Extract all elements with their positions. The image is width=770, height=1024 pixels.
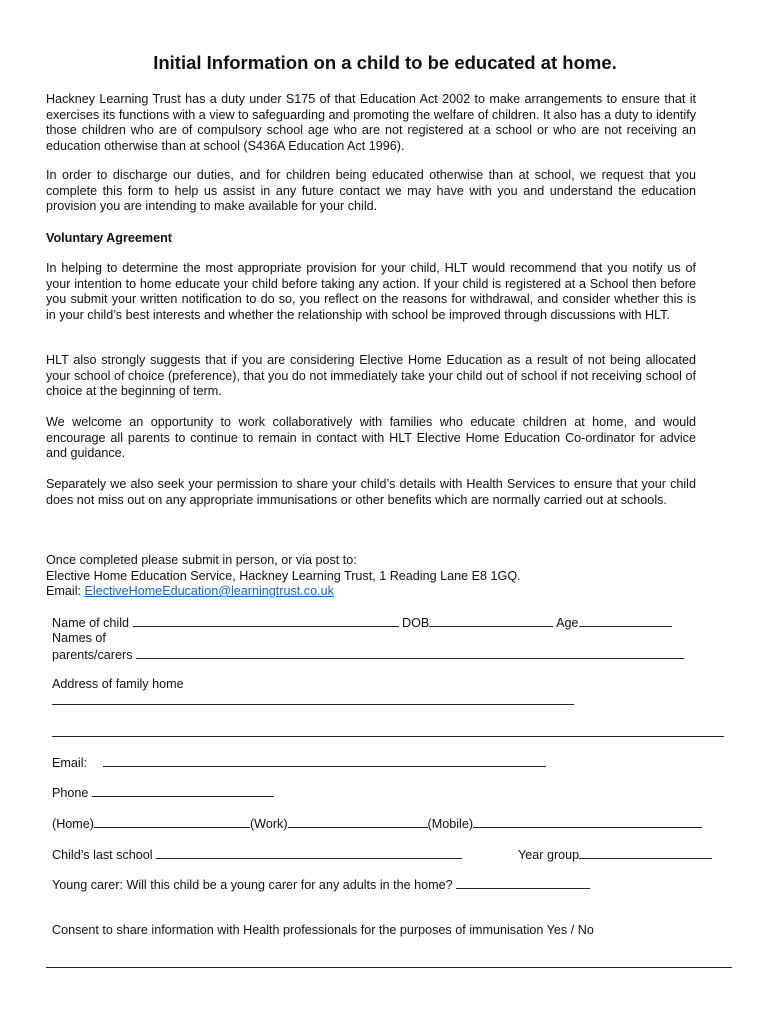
mobile-label: (Mobile): [427, 817, 474, 831]
home-label: (Home): [52, 817, 94, 831]
email-link[interactable]: ElectiveHomeEducation@learningtrust.co.uk: [84, 584, 334, 598]
paragraph-collaborate: We welcome an opportunity to work collaboratively with families who educate children at home, and would encourage all parents to continue to remain in contact with HLT Elective Home Education Co-ordinator for advice and guidance.: [46, 415, 696, 460]
bottom-divider: [46, 967, 732, 968]
dob-field[interactable]: [429, 615, 553, 627]
name-row: [52, 615, 672, 632]
young-carer-field[interactable]: [456, 877, 590, 889]
last-school-row: [52, 847, 462, 864]
year-group-field[interactable]: [579, 847, 712, 859]
email-field[interactable]: [103, 755, 546, 767]
home-phone-field[interactable]: [94, 816, 250, 828]
dob-label: DOB: [402, 616, 430, 630]
submit-instructions: Once completed please submit in person, or via post to:: [46, 553, 357, 567]
submit-address: Elective Home Education Service, Hackney Learning Trust, 1 Reading Lane E8 1GQ.: [46, 569, 521, 583]
phone-field[interactable]: [92, 785, 274, 797]
last-school-label: Child’s last school: [52, 848, 153, 862]
phone-label: Phone: [52, 786, 89, 800]
mobile-phone-field[interactable]: [473, 816, 702, 828]
submit-email-label: Email:: [46, 584, 85, 598]
names-of-label: Names of: [52, 631, 106, 645]
young-carer-row: [52, 877, 590, 894]
age-label: Age: [556, 616, 579, 630]
name-of-child-label: Name of child: [52, 616, 129, 630]
work-label: (Work): [249, 817, 288, 831]
phone-row: [52, 785, 274, 802]
address-label: Address of family home: [52, 677, 184, 691]
work-phone-field[interactable]: [288, 816, 428, 828]
email-row: [52, 755, 546, 772]
paragraph-school-choice: HLT also strongly suggests that if you are considering Elective Home Education as a result of not being allocated your school of choice (preference), that you do not immediately take your child out of school if not receiving school of choice at the beginning of term.: [46, 353, 696, 398]
parents-carers-label: parents/carers: [52, 648, 133, 662]
paragraph-duties: Hackney Learning Trust has a duty under S175 of that Education Act 2002 to make arrangements to ensure that it exercises its functions with a view to safeguarding and promoting the welfare of children. It also has a duty to identify those children who are of compulsory school age who are not registered at a school or who are not receiving an education otherwise than at school (S436A Education Act 1996).: [46, 92, 696, 153]
year-group-label: Year group: [518, 848, 580, 862]
paragraph-health-services: Separately we also seek your permission to share your child’s details with Health Services to ensure that your child does not miss out on any appropriate immunisations or other benefits which are normally carried out at schools.: [46, 477, 696, 507]
page-title: Initial Information on a child to be educated at home.: [153, 52, 617, 73]
voluntary-agreement-heading: Voluntary Agreement: [46, 231, 172, 245]
parents-carers-field[interactable]: [136, 647, 684, 659]
parents-row: [52, 647, 684, 664]
consent-label: Consent to share information with Health professionals for the purposes of immunisation Yes / No: [52, 923, 594, 937]
year-group-row: [518, 847, 712, 864]
name-of-child-field[interactable]: [133, 615, 399, 627]
paragraph-notify: In helping to determine the most appropriate provision for your child, HLT would recommend that you notify us of your intention to home educate your child before taking any action. If your child is registered at a School then before you submit your written notification to do so, you reflect on the reasons for withdrawal, and consider whether this is in your child’s best interests and whether the relationship with school be improved through discussions with HLT.: [46, 261, 696, 322]
address-field-line-2[interactable]: [52, 736, 724, 737]
last-school-field[interactable]: [156, 847, 462, 859]
young-carer-label: Young carer: Will this child be a young carer for any adults in the home?: [52, 878, 453, 892]
age-field[interactable]: [579, 615, 672, 627]
address-field-line-1[interactable]: [52, 704, 574, 705]
email-label: Email:: [52, 756, 87, 770]
submit-email-line: [46, 584, 334, 600]
phone-types-row: [52, 816, 702, 833]
paragraph-request: In order to discharge our duties, and for children being educated otherwise than at school, we request that you complete this form to help us assist in any future contact we may have with you and understand the education provision you are intending to make available for your child.: [46, 168, 696, 213]
